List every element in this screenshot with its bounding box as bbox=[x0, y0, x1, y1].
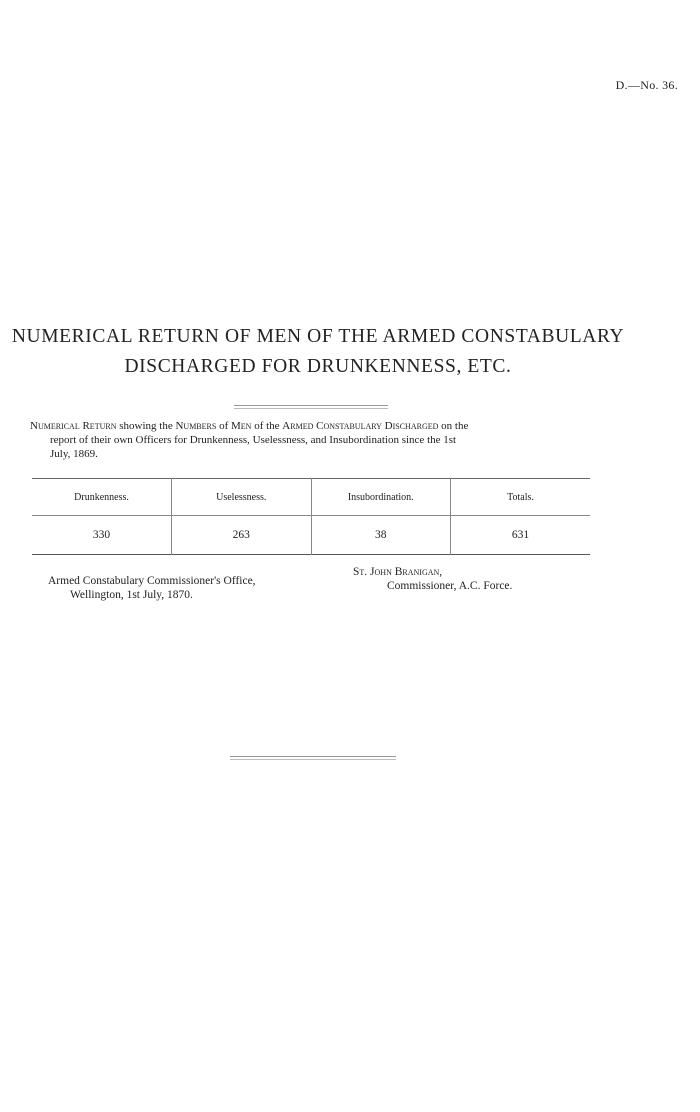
header-uselessness: Uselessness. bbox=[172, 479, 312, 516]
intro-paragraph bbox=[30, 419, 590, 461]
divider-rule bbox=[234, 408, 388, 409]
header-drunkenness: Drunkenness. bbox=[74, 491, 129, 503]
cell-totals: 631 bbox=[451, 516, 591, 555]
intro-text: Numbers bbox=[175, 420, 217, 432]
intro-text: Men bbox=[230, 420, 252, 432]
cell-uselessness: 263 bbox=[172, 516, 312, 555]
cell-drunkenness: 330 bbox=[92, 529, 111, 541]
intro-line-2: report of their own Officers for Drunkenness, Uselessness, and Insubordination since the 1st bbox=[50, 434, 457, 446]
end-rule bbox=[230, 759, 396, 760]
header-insubordination: Insubordination. bbox=[311, 479, 451, 516]
commissioner-signature bbox=[353, 565, 512, 593]
intro-text: showing the bbox=[116, 420, 176, 432]
intro-text: of the bbox=[251, 420, 283, 432]
office-signature bbox=[48, 574, 256, 602]
title-line-2: DISCHARGED FOR DRUNKENNESS, ETC. bbox=[124, 356, 512, 377]
intro-text: Armed Constabulary Discharged bbox=[282, 420, 439, 432]
returns-table bbox=[32, 478, 590, 555]
cell-insubordination: 38 bbox=[311, 516, 451, 555]
intro-line-1 bbox=[30, 419, 590, 433]
divider-rule bbox=[234, 405, 388, 406]
intro-text: Numerical Return bbox=[30, 420, 117, 432]
office-date-line: Wellington, 1st July, 1870. bbox=[70, 589, 193, 601]
title-line-1: NUMERICAL RETURN OF MEN OF THE ARMED CONSTABULARY bbox=[11, 326, 625, 347]
document-title bbox=[0, 322, 636, 382]
intro-text: on the bbox=[438, 420, 469, 432]
table-header-row bbox=[32, 479, 590, 516]
office-line: Armed Constabulary Commissioner's Office, bbox=[48, 575, 256, 587]
commissioner-title: Commissioner, A.C. Force. bbox=[387, 580, 513, 592]
commissioner-name: St. John Branigan, bbox=[353, 566, 443, 578]
intro-text: of bbox=[216, 420, 231, 432]
end-rule bbox=[230, 756, 396, 757]
page-reference: D.—No. 36. bbox=[615, 78, 678, 92]
intro-line-3: July, 1869. bbox=[50, 448, 98, 460]
table-row bbox=[32, 516, 590, 555]
header-totals: Totals. bbox=[451, 479, 591, 516]
